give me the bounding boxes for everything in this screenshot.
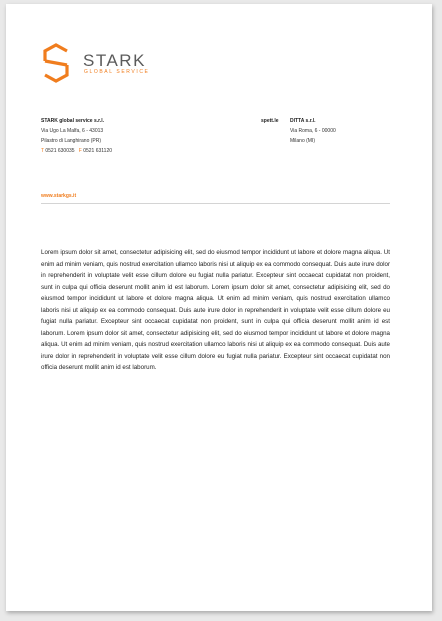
sender-fax: 0521 631120 [83, 148, 113, 154]
hexagon-s-logo-icon [41, 42, 71, 84]
website-link[interactable]: www.starkgs.it [41, 193, 77, 199]
fax-prefix: F [78, 148, 82, 154]
sender-address-line1: Via Ugo La Malfa, 6 - 43013 [41, 128, 104, 134]
recipient-address-line1: Via Roma, 6 - 00000 [290, 128, 336, 134]
recipient-label: spett.le [261, 118, 279, 124]
recipient-block [290, 116, 336, 146]
sender-block [41, 116, 112, 156]
recipient-company: DITTA s.r.l. [290, 118, 316, 124]
brand-name: STARK [83, 51, 146, 70]
header-divider [41, 203, 390, 204]
sender-company: STARK global service s.r.l. [41, 118, 104, 124]
sender-phone: 0521 630035 [45, 148, 75, 154]
brand-tagline: GLOBAL SERVICE [84, 69, 150, 75]
phone-prefix: T [41, 148, 44, 154]
recipient-address-line2: Milano (MI) [290, 138, 316, 144]
letter-body-text: Lorem ipsum dolor sit amet, consectetur adipisicing elit, sed do eiusmod tempor incididunt ut labore et dolore magna aliqua. Ut enim ad minim veniam, quis nostrud exercitation ullamco laboris nisi ut aliquip ex ea commodo consequat. Duis aute irure dolor in reprehenderit in voluptate velit esse cillum dolore eu fugiat nulla pariatur. Excepteur sint occaecat cupidatat non proident, sunt in culpa qui officia deserunt mollit anim id est laborum. Lorem ipsum dolor sit amet, consectetur adipisicing elit, sed do eiusmod tempor incididunt ut labore et dolore magna aliqua. Ut enim ad minim veniam, quis nostrud exercitation ullamco laboris nisi ut aliquip ex ea commodo consequat. Duis aute irure dolor in reprehenderit in voluptate velit esse cillum dolore eu fugiat nulla pariatur. Excepteur sint occaecat cupidatat non proident, sunt in culpa qui officia deserunt mollit anim id est laborum. Lorem ipsum dolor sit amet, consectetur adipisicing elit, sed do eiusmod tempor incididunt ut labore et dolore magna aliqua. Ut enim ad minim veniam, quis nostrud exercitation ullamco laboris nisi ut aliquip ex ea commodo consequat. Duis aute irure dolor in reprehenderit in voluptate velit esse cillum dolore eu fugiat nulla pariatur. Excepteur sint occaecat cupidatat non officia deserunt mollit anim id est laborum. [41, 249, 390, 371]
sender-contacts [41, 146, 112, 156]
letterhead-page [6, 4, 432, 611]
sender-address-line2: Pilastro di Langhirano (PR) [41, 138, 102, 144]
